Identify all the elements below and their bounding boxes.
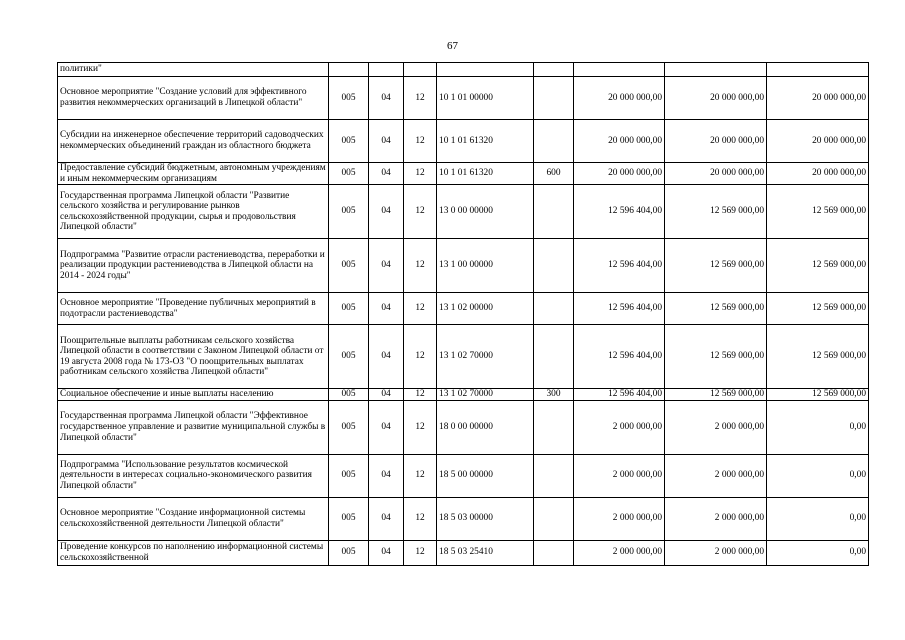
admin-code: 005 bbox=[329, 497, 369, 540]
target-article-code: 18 0 00 00000 bbox=[437, 400, 534, 454]
section-code: 04 bbox=[369, 120, 404, 163]
amount-year-2: 12 569 000,00 bbox=[665, 185, 767, 239]
expense-type-code bbox=[534, 497, 574, 540]
amount-year-2: 2 000 000,00 bbox=[665, 497, 767, 540]
target-article-code: 13 0 00 00000 bbox=[437, 185, 534, 239]
amount-year-3: 12 569 000,00 bbox=[767, 293, 869, 325]
section-code: 04 bbox=[369, 389, 404, 401]
admin-code bbox=[329, 63, 369, 77]
amount-year-3: 20 000 000,00 bbox=[767, 163, 869, 185]
budget-item-name: Подпрограмма "Развитие отрасли растениеводства, переработки и реализации продукции растениеводства в Липецкой области на 2014 - 2024 годы" bbox=[58, 239, 329, 293]
budget-item-name: Предоставление субсидий бюджетным, автономным учреждениям и иным некоммерческим организациям bbox=[58, 163, 329, 185]
subsection-code: 12 bbox=[404, 400, 437, 454]
subsection-code: 12 bbox=[404, 454, 437, 497]
amount-year-1: 20 000 000,00 bbox=[574, 77, 665, 120]
target-article-code: 13 1 00 00000 bbox=[437, 239, 534, 293]
amount-year-1: 2 000 000,00 bbox=[574, 497, 665, 540]
amount-year-3: 20 000 000,00 bbox=[767, 120, 869, 163]
admin-code: 005 bbox=[329, 293, 369, 325]
amount-year-3: 0,00 bbox=[767, 540, 869, 565]
amount-year-3 bbox=[767, 63, 869, 77]
table-row bbox=[58, 400, 869, 454]
target-article-code: 10 1 01 61320 bbox=[437, 120, 534, 163]
target-article-code: 13 1 02 00000 bbox=[437, 293, 534, 325]
budget-item-name: Основное мероприятие "Создание информационной системы сельскохозяйственной деятельности Липецкой области" bbox=[58, 497, 329, 540]
amount-year-1: 2 000 000,00 bbox=[574, 400, 665, 454]
admin-code: 005 bbox=[329, 239, 369, 293]
admin-code: 005 bbox=[329, 400, 369, 454]
subsection-code: 12 bbox=[404, 497, 437, 540]
expense-type-code: 600 bbox=[534, 163, 574, 185]
amount-year-1: 12 596 404,00 bbox=[574, 293, 665, 325]
expense-type-code bbox=[534, 325, 574, 389]
section-code: 04 bbox=[369, 540, 404, 565]
admin-code: 005 bbox=[329, 163, 369, 185]
amount-year-2: 12 569 000,00 bbox=[665, 239, 767, 293]
amount-year-2: 20 000 000,00 bbox=[665, 120, 767, 163]
amount-year-3: 0,00 bbox=[767, 400, 869, 454]
expense-type-code bbox=[534, 63, 574, 77]
table-row bbox=[58, 389, 869, 401]
budget-item-name: Государственная программа Липецкой области "Эффективное государственное управление и развитие муниципальной службы в Липецкой области" bbox=[58, 400, 329, 454]
section-code: 04 bbox=[369, 77, 404, 120]
budget-item-name: Основное мероприятие "Создание условий для эффективного развития некоммерческих организаций в Липецкой области" bbox=[58, 77, 329, 120]
table-row bbox=[58, 185, 869, 239]
table-body bbox=[58, 63, 869, 566]
amount-year-2 bbox=[665, 63, 767, 77]
budget-item-name: Основное мероприятие "Проведение публичных мероприятий в подотрасли растениеводства" bbox=[58, 293, 329, 325]
target-article-code bbox=[437, 63, 534, 77]
subsection-code: 12 bbox=[404, 77, 437, 120]
table-row bbox=[58, 77, 869, 120]
target-article-code: 10 1 01 00000 bbox=[437, 77, 534, 120]
budget-item-name: Социальное обеспечение и иные выплаты населению bbox=[58, 389, 329, 401]
amount-year-3: 12 569 000,00 bbox=[767, 185, 869, 239]
amount-year-3: 0,00 bbox=[767, 454, 869, 497]
amount-year-2: 12 569 000,00 bbox=[665, 389, 767, 401]
budget-item-name: Подпрограмма "Использование результатов космической деятельности в интересах социально-экономического развития Липецкой области" bbox=[58, 454, 329, 497]
amount-year-2: 20 000 000,00 bbox=[665, 77, 767, 120]
amount-year-2: 2 000 000,00 bbox=[665, 400, 767, 454]
admin-code: 005 bbox=[329, 120, 369, 163]
subsection-code bbox=[404, 63, 437, 77]
table-row bbox=[58, 325, 869, 389]
subsection-code: 12 bbox=[404, 185, 437, 239]
amount-year-1 bbox=[574, 63, 665, 77]
table-row bbox=[58, 454, 869, 497]
amount-year-2: 12 569 000,00 bbox=[665, 293, 767, 325]
expense-type-code bbox=[534, 540, 574, 565]
expense-type-code bbox=[534, 454, 574, 497]
subsection-code: 12 bbox=[404, 120, 437, 163]
amount-year-2: 2 000 000,00 bbox=[665, 540, 767, 565]
section-code: 04 bbox=[369, 293, 404, 325]
amount-year-1: 2 000 000,00 bbox=[574, 454, 665, 497]
expense-type-code bbox=[534, 185, 574, 239]
section-code: 04 bbox=[369, 497, 404, 540]
budget-item-name: Поощрительные выплаты работникам сельского хозяйства Липецкой области в соответствии с Законом Липецкой области от 19 августа 2008 года № 173-ОЗ "О поощрительных выплатах работникам сельского хозяйства Липецкой области" bbox=[58, 325, 329, 389]
expense-type-code bbox=[534, 120, 574, 163]
amount-year-1: 20 000 000,00 bbox=[574, 163, 665, 185]
table-row bbox=[58, 120, 869, 163]
table-row bbox=[58, 163, 869, 185]
target-article-code: 13 1 02 70000 bbox=[437, 325, 534, 389]
subsection-code: 12 bbox=[404, 163, 437, 185]
amount-year-1: 12 596 404,00 bbox=[574, 325, 665, 389]
section-code: 04 bbox=[369, 185, 404, 239]
budget-table bbox=[57, 62, 869, 566]
target-article-code: 18 5 03 00000 bbox=[437, 497, 534, 540]
amount-year-2: 2 000 000,00 bbox=[665, 454, 767, 497]
section-code: 04 bbox=[369, 239, 404, 293]
table-row bbox=[58, 497, 869, 540]
section-code: 04 bbox=[369, 454, 404, 497]
amount-year-3: 20 000 000,00 bbox=[767, 77, 869, 120]
table-row bbox=[58, 239, 869, 293]
amount-year-1: 12 596 404,00 bbox=[574, 185, 665, 239]
amount-year-3: 12 569 000,00 bbox=[767, 389, 869, 401]
page-number: 67 bbox=[447, 40, 458, 52]
table-row bbox=[58, 63, 869, 77]
admin-code: 005 bbox=[329, 325, 369, 389]
admin-code: 005 bbox=[329, 389, 369, 401]
expense-type-code bbox=[534, 400, 574, 454]
target-article-code: 13 1 02 70000 bbox=[437, 389, 534, 401]
table-row bbox=[58, 293, 869, 325]
amount-year-3: 0,00 bbox=[767, 497, 869, 540]
expense-type-code bbox=[534, 77, 574, 120]
admin-code: 005 bbox=[329, 540, 369, 565]
amount-year-3: 12 569 000,00 bbox=[767, 239, 869, 293]
subsection-code: 12 bbox=[404, 293, 437, 325]
subsection-code: 12 bbox=[404, 540, 437, 565]
amount-year-1: 2 000 000,00 bbox=[574, 540, 665, 565]
section-code bbox=[369, 63, 404, 77]
budget-item-name: политики" bbox=[58, 63, 329, 77]
amount-year-2: 12 569 000,00 bbox=[665, 325, 767, 389]
subsection-code: 12 bbox=[404, 239, 437, 293]
budget-item-name: Государственная программа Липецкой области "Развитие сельского хозяйства и регулирование рынков сельскохозяйственной продукции, сырья и продовольствия Липецкой области" bbox=[58, 185, 329, 239]
expense-type-code: 300 bbox=[534, 389, 574, 401]
table-row bbox=[58, 540, 869, 565]
section-code: 04 bbox=[369, 400, 404, 454]
budget-item-name: Проведение конкурсов по наполнению информационной системы сельскохозяйственной bbox=[58, 540, 329, 565]
target-article-code: 10 1 01 61320 bbox=[437, 163, 534, 185]
expense-type-code bbox=[534, 239, 574, 293]
admin-code: 005 bbox=[329, 185, 369, 239]
expense-type-code bbox=[534, 293, 574, 325]
admin-code: 005 bbox=[329, 77, 369, 120]
subsection-code: 12 bbox=[404, 389, 437, 401]
target-article-code: 18 5 03 25410 bbox=[437, 540, 534, 565]
amount-year-1: 12 596 404,00 bbox=[574, 389, 665, 401]
budget-item-name: Субсидии на инженерное обеспечение территорий садоводческих некоммерческих объединений граждан из областного бюджета bbox=[58, 120, 329, 163]
amount-year-2: 20 000 000,00 bbox=[665, 163, 767, 185]
target-article-code: 18 5 00 00000 bbox=[437, 454, 534, 497]
section-code: 04 bbox=[369, 325, 404, 389]
admin-code: 005 bbox=[329, 454, 369, 497]
section-code: 04 bbox=[369, 163, 404, 185]
amount-year-1: 12 596 404,00 bbox=[574, 239, 665, 293]
subsection-code: 12 bbox=[404, 325, 437, 389]
amount-year-1: 20 000 000,00 bbox=[574, 120, 665, 163]
amount-year-3: 12 569 000,00 bbox=[767, 325, 869, 389]
